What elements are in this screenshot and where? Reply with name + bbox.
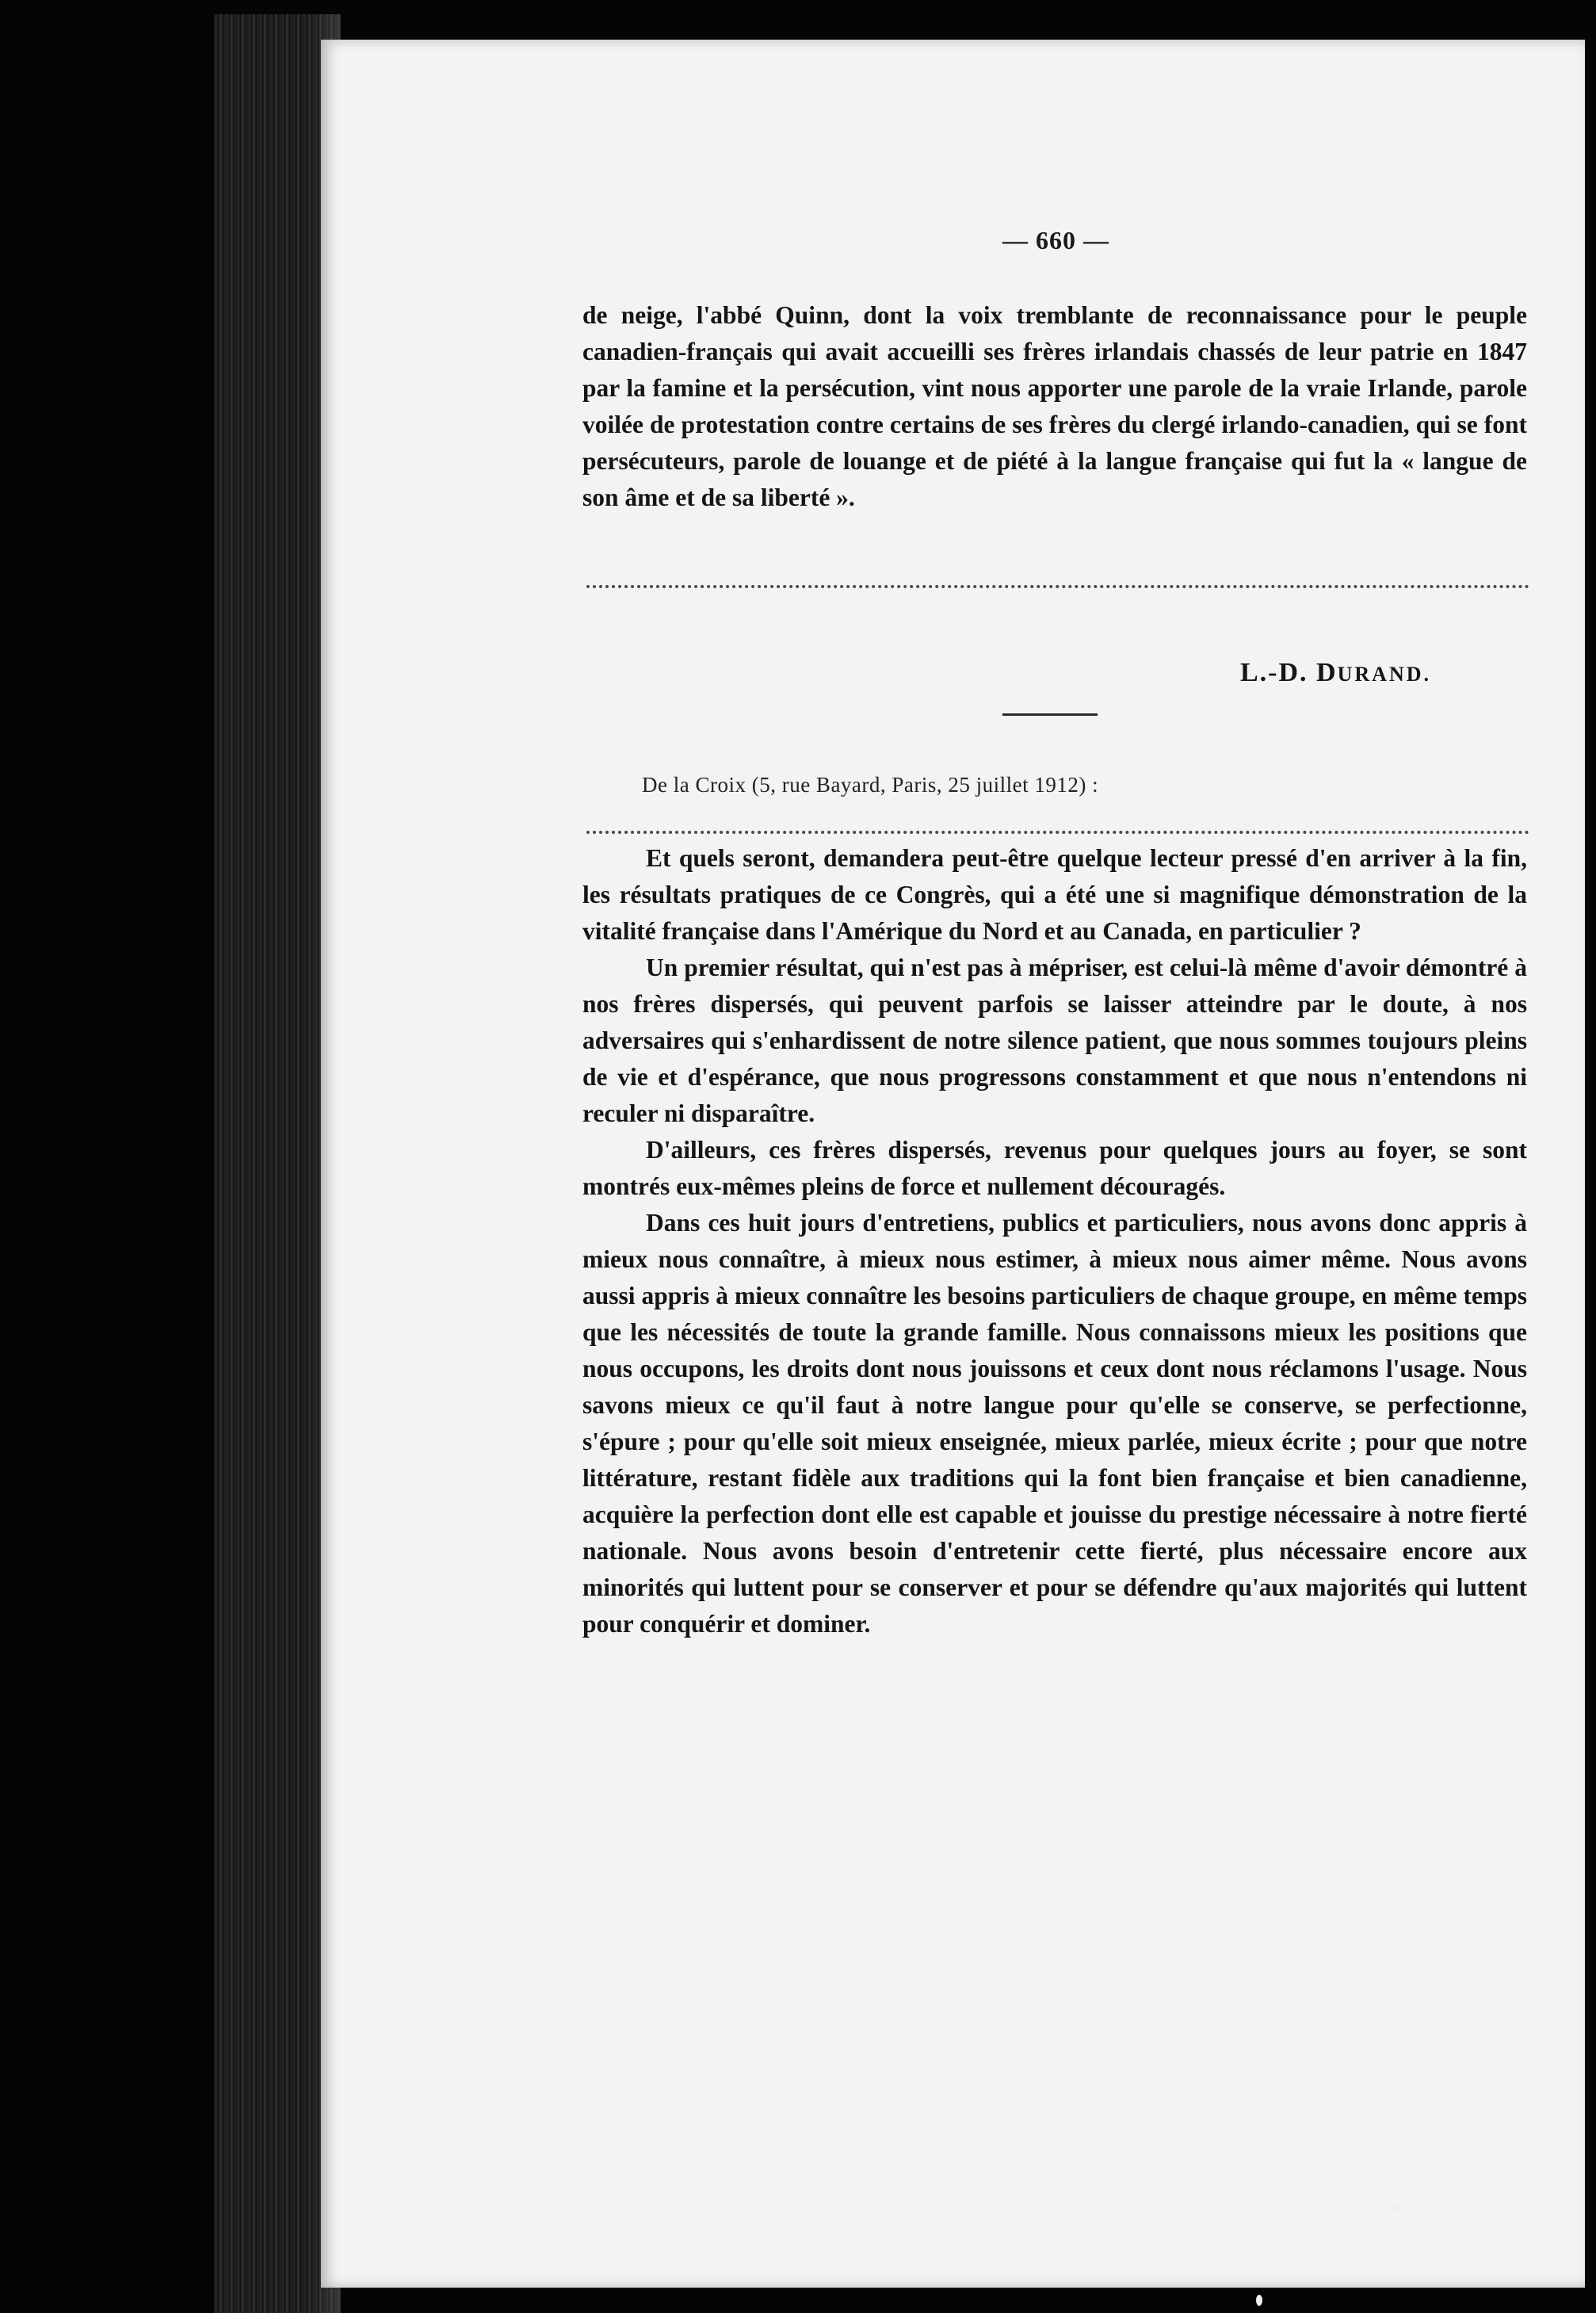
dotted-separator bbox=[586, 579, 1529, 588]
paragraph: D'ailleurs, ces frères dispersés, revenus pour quelques jours au foyer, se sont montrés eux-mêmes pleins de force et nullement découragés. bbox=[582, 1136, 1527, 1200]
paragraph: Un premier résultat, qui n'est pas à mépriser, est celui-là même d'avoir démontré à nos frères dispersés, qui peuvent parfois se laisser atteindre par le doute, à nos adversaires qui s'enhardissent de notre silence patient, que nous sommes toujours pleins de vie et d'espérance, que nous progressons constamment et que nous n'entendons ni reculer ni disparaître. bbox=[582, 954, 1527, 1127]
scan-speck bbox=[1256, 2295, 1262, 2306]
paragraph: Dans ces huit jours d'entretiens, publics et particuliers, nous avons donc appris à mieux nous connaître, à mieux nous estimer, à mieux nous aimer même. Nous avons aussi appris à mieux connaître les besoins particuliers de chaque groupe, en même temps que les nécessités de toute la grande famille. Nous connaissons mieux les positions que nous occupons, les droits dont nous jouissons et ceux dont nous réclamons l'usage. Nous savons mieux ce qu'il faut à notre langue pour qu'elle se conserve, se perfectionne, s'épure ; pour qu'elle soit mieux enseignée, mieux parlée, mieux écrite ; pour que notre littérature, restant fidèle aux traditions qui la font bien française et bien canadienne, acquière la perfection dont elle est capable et jouisse du prestige nécessaire à notre fierté nationale. Nous avons besoin d'entretenir cette fierté, plus nécessaire encore aux minorités qui luttent pour se conserver et pour se défendre qu'aux majorités qui luttent pour conquérir et dominer. bbox=[582, 1209, 1527, 1638]
paragraph: de neige, l'abbé Quinn, dont la voix tremblante de reconnaissance pour le peuple canadien-français qui avait accueilli ses frères irlandais chassés de leur patrie en 1847 par la famine et la persécution, vint nous apporter une parole de la vraie Irlande, parole voilée de protestation contre certains de ses frères du clergé irlando-canadien, qui se font persécuteurs, parole de louange et de piété à la langue française qui fut la « langue de son âme et de sa liberté ». bbox=[582, 301, 1527, 511]
page-number: — 660 — bbox=[1002, 226, 1109, 254]
signature-surname: URAND. bbox=[1337, 663, 1431, 686]
dotted-separator bbox=[586, 824, 1529, 834]
book-page bbox=[321, 40, 1585, 2288]
paragraph: Et quels seront, demandera peut-être quelque lecteur pressé d'en arriver à la fin, les résultats pratiques de ce Congrès, qui a été une si magnifique démonstration de la vitalité française dans l'Amérique du Nord et au Canada, en particulier ? bbox=[582, 844, 1527, 945]
section-rule bbox=[1002, 713, 1098, 716]
text-block-main bbox=[582, 840, 1527, 1642]
signature-initials: L.-D. D bbox=[1240, 658, 1338, 687]
text-block-top bbox=[582, 297, 1527, 516]
author-signature bbox=[1240, 658, 1431, 688]
source-citation: De la Croix (5, rue Bayard, Paris, 25 juillet 1912) : bbox=[642, 773, 1099, 797]
scan-speck bbox=[1393, 2204, 1401, 2213]
